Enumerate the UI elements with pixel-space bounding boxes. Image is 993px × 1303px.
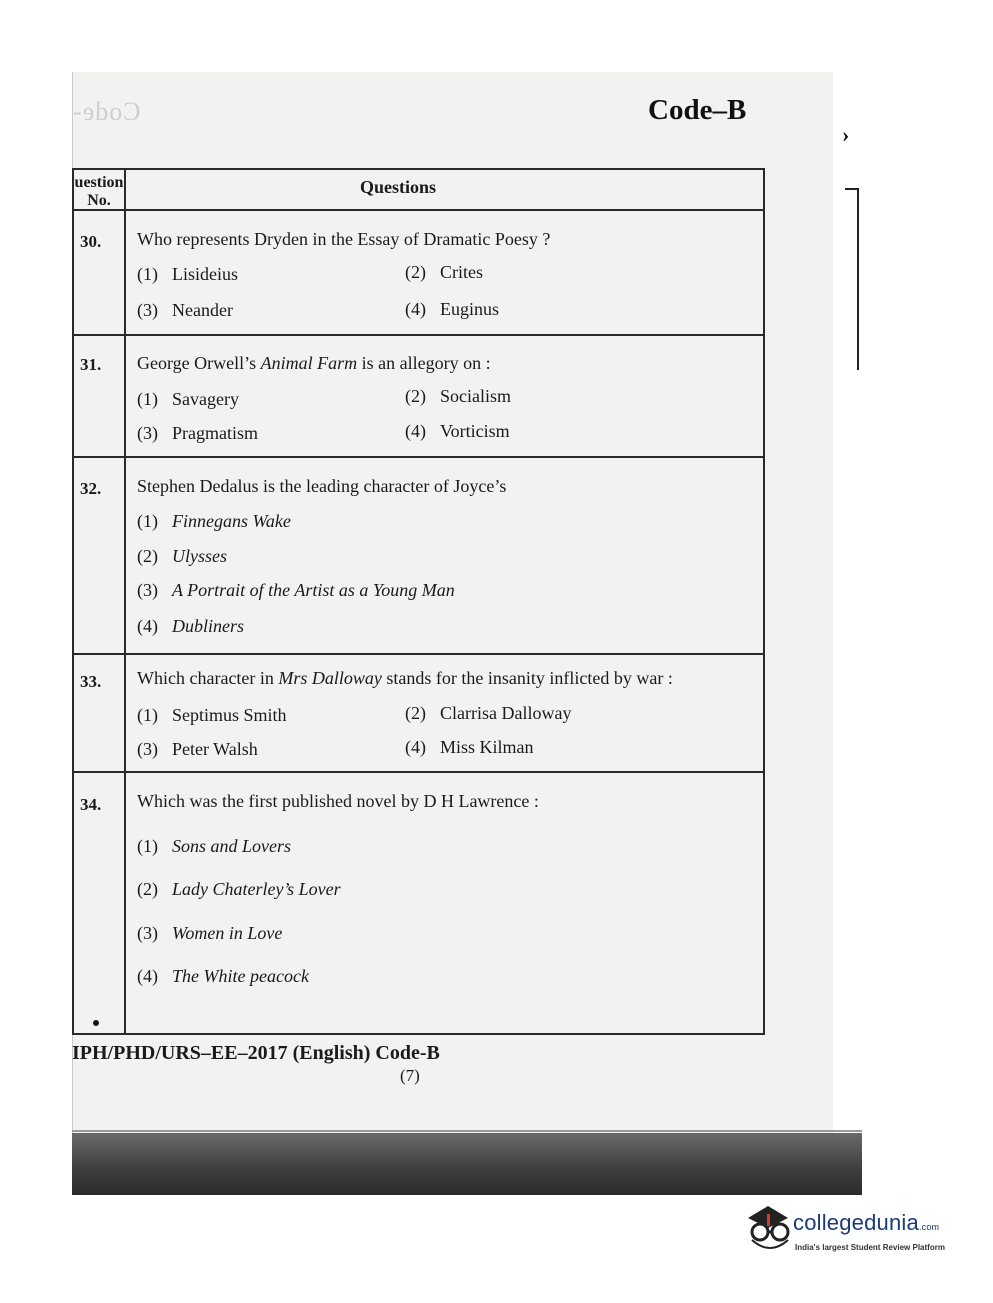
scan-shadow-strip (72, 1133, 862, 1195)
question-number: 32. (80, 479, 102, 498)
option: (1) Lisideius (137, 264, 238, 284)
option: (1) Savagery (137, 389, 239, 409)
option: (2) Crites (405, 262, 483, 282)
option: (3) Pragmatism (137, 423, 258, 443)
option: (3) A Portrait of the Artist as a Young Man (137, 580, 455, 600)
option: (2) Socialism (405, 386, 511, 406)
edge-fragment: › (842, 122, 850, 147)
mirrored-bleed-text: Code- (72, 97, 141, 126)
row-divider (72, 456, 765, 458)
exam-code-footer: IPH/PHD/URS–EE–2017 (English) Code-B (72, 1042, 440, 1064)
brand-name: collegedunia.com (793, 1210, 940, 1235)
option: (2) Lady Chaterley’s Lover (137, 879, 341, 899)
code-label: Code–B (648, 94, 747, 126)
page-number: (7) (400, 1066, 420, 1085)
option: (4) Vorticism (405, 421, 510, 441)
next-page-edge (845, 188, 859, 370)
column-header-questions: Questions (360, 177, 437, 197)
question-stem: Who represents Dryden in the Essay of Dramatic Poesy ? (137, 229, 551, 249)
option: (1) Finnegans Wake (137, 511, 291, 531)
question-number: 30. (80, 232, 102, 251)
row-divider (72, 334, 765, 336)
question-stem: George Orwell’s Animal Farm is an allegory on : (137, 353, 491, 373)
option: (4) Euginus (405, 299, 500, 319)
question-number: 33. (80, 672, 102, 691)
option: (4) The White peacock (137, 966, 309, 986)
option: (4) Miss Kilman (405, 737, 534, 757)
option: (3) Neander (137, 300, 233, 320)
scan-edge-line (72, 1130, 862, 1132)
option: (2) Clarrisa Dalloway (405, 703, 572, 723)
option: (3) Women in Love (137, 923, 283, 943)
column-divider (124, 168, 126, 1035)
question-number: 34. (80, 795, 102, 814)
question-stem: Which was the first published novel by D H Lawrence : (137, 791, 539, 811)
row-divider (72, 771, 765, 773)
question-stem: Stephen Dedalus is the leading character of Joyce’s (137, 476, 507, 496)
scan-speck (93, 1020, 99, 1026)
option: (1) Sons and Lovers (137, 836, 292, 856)
question-number: 31. (80, 355, 102, 374)
option: (1) Septimus Smith (137, 705, 287, 725)
row-divider (72, 653, 765, 655)
option: (4) Dubliners (137, 616, 244, 636)
option: (3) Peter Walsh (137, 739, 258, 759)
brand-tagline: India's largest Student Review Platform (795, 1243, 945, 1252)
question-stem: Which character in Mrs Dalloway stands for the insanity inflicted by war : (137, 668, 673, 688)
option: (2) Ulysses (137, 546, 227, 566)
column-header-no: uestion No. (74, 174, 124, 209)
header-divider (72, 209, 765, 211)
